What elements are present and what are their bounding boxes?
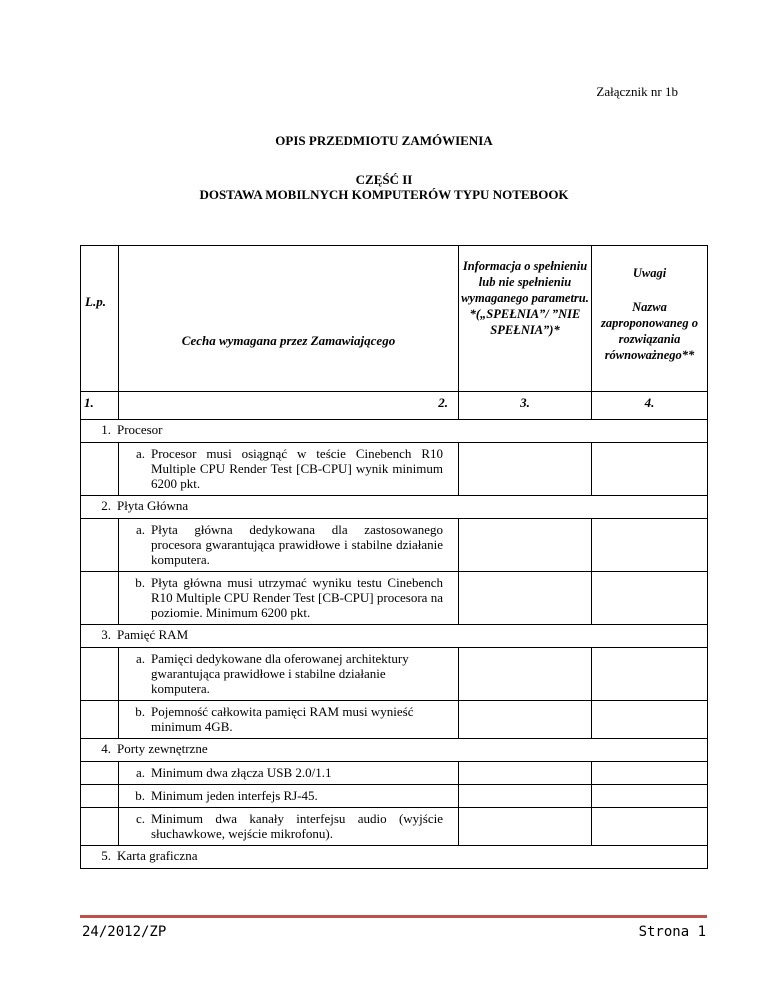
info-header: Informacja o spełnieniu lub nie spełnieniu wymaganego parametru. *(„SPEŁNIA”/ ”NIE SPEŁNIA”)* xyxy=(459,246,592,392)
compliance-cell[interactable] xyxy=(459,808,592,846)
remarks-cell[interactable] xyxy=(592,572,708,625)
section-title: Porty zewnętrzne xyxy=(117,741,208,756)
remarks-cell[interactable] xyxy=(592,701,708,739)
specification-table xyxy=(80,245,708,869)
section-title: Pamięć RAM xyxy=(117,627,189,642)
lp-header: L.p. xyxy=(85,294,106,309)
lp-header-cell xyxy=(81,246,119,392)
requirement-row xyxy=(81,701,708,739)
remarks-cell[interactable] xyxy=(592,785,708,808)
section-row xyxy=(81,420,708,443)
remarks-cell[interactable] xyxy=(592,443,708,496)
uwagi-header-cell xyxy=(592,246,708,392)
compliance-cell[interactable] xyxy=(459,443,592,496)
compliance-cell[interactable] xyxy=(459,701,592,739)
requirement-row xyxy=(81,519,708,572)
document-subtitle: DOSTAWA MOBILNYCH KOMPUTERÓW TYPU NOTEBOOK xyxy=(199,187,569,202)
uwagi-header: Uwagi xyxy=(632,266,667,280)
column-number-row xyxy=(81,392,708,420)
remarks-cell[interactable] xyxy=(592,519,708,572)
section-row xyxy=(81,846,708,869)
header-row xyxy=(81,246,708,392)
column-number: 3. xyxy=(459,392,592,420)
compliance-cell[interactable] xyxy=(459,572,592,625)
requirement-text: Minimum dwa kanały interfejsu audio (wyjście słuchawkowe, wejście mikrofonu). xyxy=(151,811,443,841)
item-letter: b. xyxy=(135,575,145,590)
column-number: 1. xyxy=(81,392,119,420)
requirement-text: Procesor musi osiągnąć w teście Cinebench R10 Multiple CPU Render Test [CB-CPU] wynik minimum 6200 pkt. xyxy=(151,446,443,491)
requirement-row xyxy=(81,648,708,701)
section-number: 3. xyxy=(101,627,111,642)
footer-rule xyxy=(80,915,707,918)
compliance-cell[interactable] xyxy=(459,785,592,808)
item-letter: a. xyxy=(135,765,145,780)
document-reference: 24/2012/ZP xyxy=(82,924,167,940)
section-row xyxy=(81,496,708,519)
remarks-cell[interactable] xyxy=(592,762,708,785)
item-letter: a. xyxy=(135,522,145,537)
requirement-text: Płyta główna musi utrzymać wyniku testu Cinebench R10 Multiple CPU Render Test [CB-CPU] procesora na poziomie. Minimum 6200 pkt. xyxy=(151,575,443,620)
requirement-text: Minimum jeden interfejs RJ-45. xyxy=(151,788,318,803)
uwagi-description: Nazwa zaproponowaneg o rozwiązania równoważnego** xyxy=(601,300,698,362)
section-title: Procesor xyxy=(117,422,163,437)
section-title: Karta graficzna xyxy=(117,848,198,863)
requirement-row xyxy=(81,785,708,808)
section-number: 2. xyxy=(101,498,111,513)
item-letter: b. xyxy=(135,704,145,719)
section-number: 4. xyxy=(101,741,111,756)
requirement-text: Pamięci dedykowane dla oferowanej architektury gwarantująca prawidłowe i stabilne działanie komputera. xyxy=(151,651,409,696)
item-letter: a. xyxy=(135,651,145,666)
section-number: 1. xyxy=(101,422,111,437)
part-label: CZĘŚĆ II xyxy=(355,172,413,187)
page-number: Strona 1 xyxy=(638,924,706,940)
requirement-text: Pojemność całkowita pamięci RAM musi wynieść minimum 4GB. xyxy=(151,704,414,734)
compliance-cell[interactable] xyxy=(459,762,592,785)
compliance-cell[interactable] xyxy=(459,519,592,572)
requirement-text: Płyta główna dedykowana dla zastosowanego procesora gwarantująca prawidłowe i stabilne działanie komputera. xyxy=(151,522,443,567)
requirement-row xyxy=(81,808,708,846)
requirement-row xyxy=(81,572,708,625)
compliance-cell[interactable] xyxy=(459,648,592,701)
remarks-cell[interactable] xyxy=(592,808,708,846)
remarks-cell[interactable] xyxy=(592,648,708,701)
section-number: 5. xyxy=(101,848,111,863)
section-row xyxy=(81,625,708,648)
requirement-row xyxy=(81,762,708,785)
column-number: 4. xyxy=(592,392,708,420)
section-row xyxy=(81,739,708,762)
cecha-header-cell xyxy=(119,246,459,392)
requirement-row xyxy=(81,443,708,496)
item-letter: a. xyxy=(135,446,145,461)
cecha-header: Cecha wymagana przez Zamawiającego xyxy=(181,333,396,348)
document-title: OPIS PRZEDMIOTU ZAMÓWIENIA xyxy=(275,133,493,148)
item-letter: b. xyxy=(135,788,145,803)
section-title: Płyta Główna xyxy=(117,498,189,513)
column-number: 2. xyxy=(119,392,459,420)
item-letter: c. xyxy=(135,811,145,826)
attachment-label: Załącznik nr 1b xyxy=(596,84,678,99)
requirement-text: Minimum dwa złącza USB 2.0/1.1 xyxy=(151,765,332,780)
